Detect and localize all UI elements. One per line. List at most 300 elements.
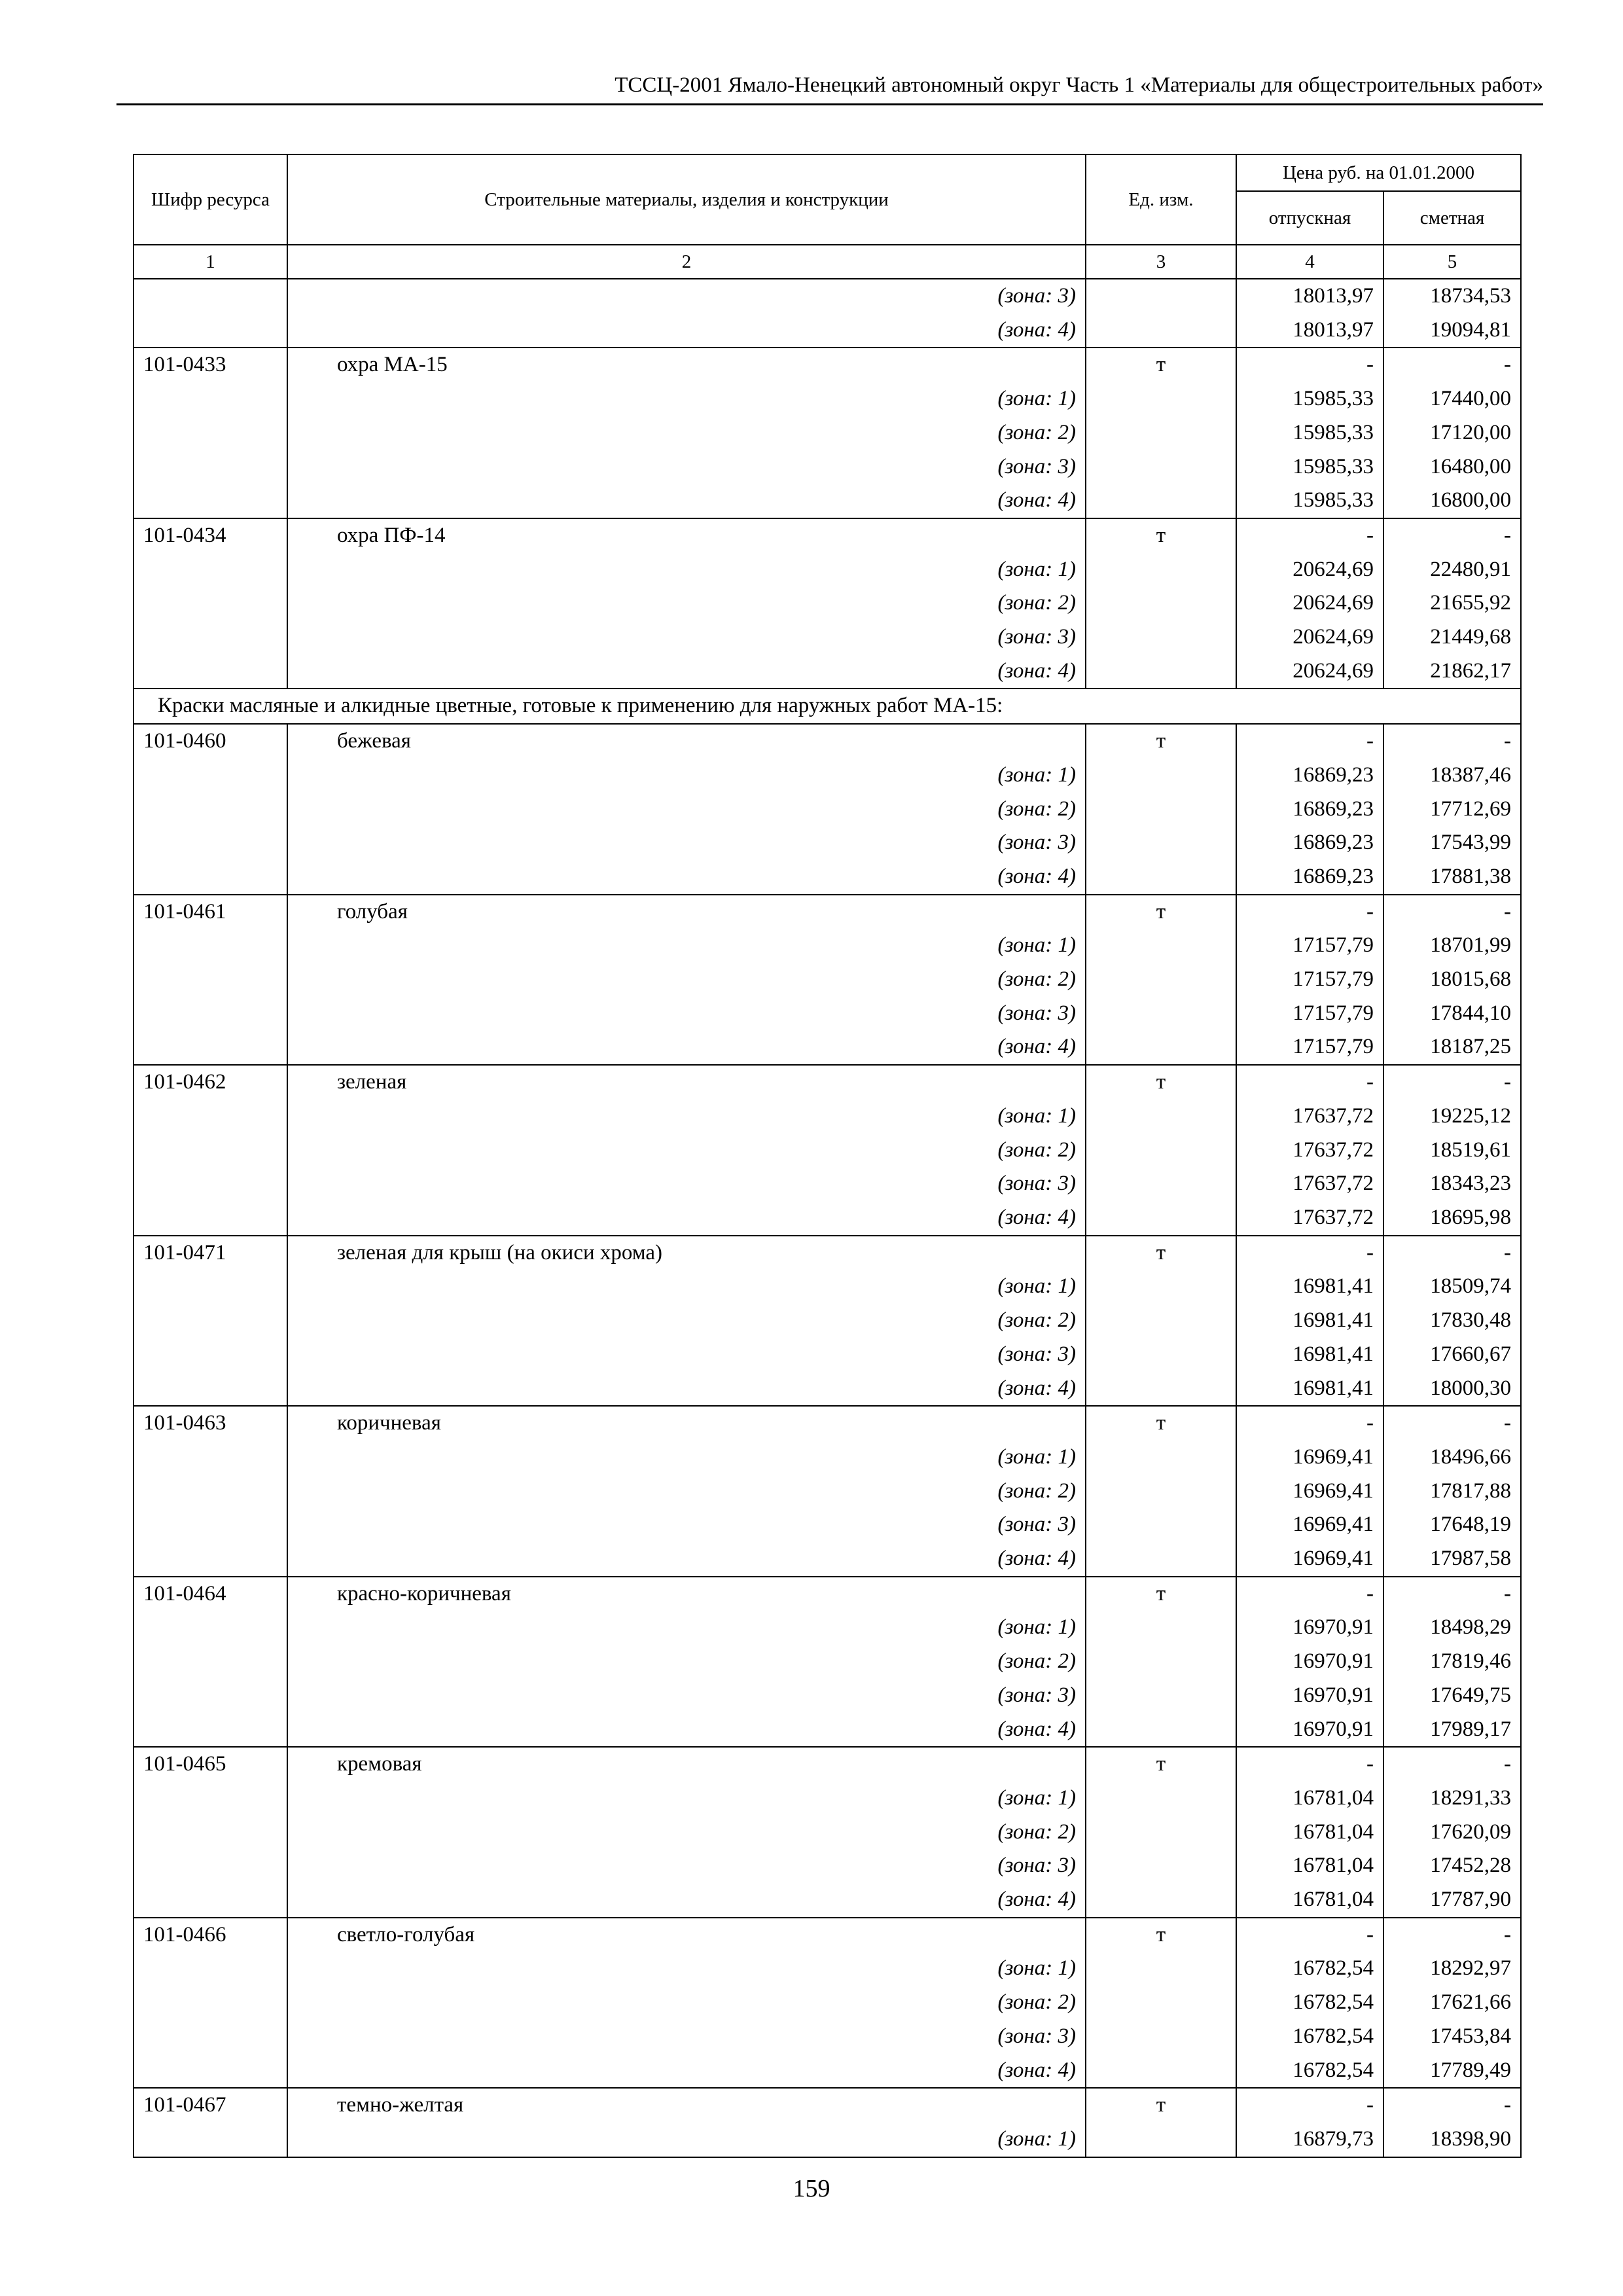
estimate-price: 18291,33 <box>1383 1782 1521 1816</box>
resource-code <box>134 793 287 827</box>
release-price: 16970,91 <box>1236 1645 1383 1679</box>
estimate-price: 18387,46 <box>1383 759 1521 793</box>
resource-code <box>134 1167 287 1201</box>
unit-cell <box>1086 1100 1236 1134</box>
estimate-price: 19094,81 <box>1383 314 1521 348</box>
material-name: зеленая <box>287 1065 1086 1100</box>
unit-cell <box>1086 1782 1236 1816</box>
release-price: 16782,54 <box>1236 2054 1383 2089</box>
material-name: бежевая <box>287 724 1086 759</box>
estimate-price: - <box>1383 1918 1521 1952</box>
zone-row <box>134 1201 1521 1236</box>
zone-label: (зона: 4) <box>287 484 1086 518</box>
unit-cell <box>1086 1542 1236 1577</box>
resource-code <box>134 826 287 860</box>
col-header-code: Шифр ресурса <box>134 154 287 245</box>
release-price: - <box>1236 1577 1383 1611</box>
estimate-price: 17452,28 <box>1383 1849 1521 1883</box>
resource-code <box>134 1100 287 1134</box>
resource-code <box>134 586 287 620</box>
estimate-price: 17453,84 <box>1383 2020 1521 2054</box>
price-table <box>133 154 1522 2158</box>
estimate-price: 18187,25 <box>1383 1030 1521 1065</box>
zone-row <box>134 1475 1521 1509</box>
estimate-price: 17620,09 <box>1383 1816 1521 1850</box>
resource-code <box>134 1338 287 1372</box>
zone-row <box>134 929 1521 963</box>
release-price: 20624,69 <box>1236 553 1383 587</box>
zone-row <box>134 620 1521 655</box>
header-rule <box>116 103 1543 105</box>
unit-cell <box>1086 484 1236 518</box>
zone-row <box>134 1508 1521 1542</box>
zone-label: (зона: 2) <box>287 1645 1086 1679</box>
estimate-price: - <box>1383 348 1521 382</box>
zone-row <box>134 1134 1521 1168</box>
zone-row <box>134 826 1521 860</box>
estimate-price: 17987,58 <box>1383 1542 1521 1577</box>
unit-cell <box>1086 1611 1236 1645</box>
zone-row <box>134 2054 1521 2089</box>
estimate-price: 19225,12 <box>1383 1100 1521 1134</box>
estimate-price: 18509,74 <box>1383 1270 1521 1304</box>
unit-cell <box>1086 826 1236 860</box>
unit-cell <box>1086 2020 1236 2054</box>
resource-code <box>134 1134 287 1168</box>
estimate-price: 18498,29 <box>1383 1611 1521 1645</box>
zone-row <box>134 382 1521 416</box>
zone-row <box>134 793 1521 827</box>
release-price: 16981,41 <box>1236 1270 1383 1304</box>
zone-label: (зона: 1) <box>287 553 1086 587</box>
unit-cell <box>1086 1986 1236 2020</box>
material-name: охра МА-15 <box>287 348 1086 382</box>
zone-row <box>134 416 1521 450</box>
zone-row <box>134 1611 1521 1645</box>
material-name: светло-голубая <box>287 1918 1086 1952</box>
zone-row <box>134 2123 1521 2157</box>
release-price: 16970,91 <box>1236 1713 1383 1748</box>
resource-code <box>134 416 287 450</box>
resource-code <box>134 553 287 587</box>
resource-code <box>134 860 287 895</box>
release-price: 16782,54 <box>1236 1952 1383 1986</box>
release-price: 15985,33 <box>1236 484 1383 518</box>
release-price: 16869,23 <box>1236 793 1383 827</box>
zone-label: (зона: 3) <box>287 450 1086 484</box>
zone-row <box>134 1713 1521 1748</box>
release-price: - <box>1236 348 1383 382</box>
zone-label: (зона: 1) <box>287 1441 1086 1475</box>
estimate-price: 21862,17 <box>1383 655 1521 689</box>
release-price: 16970,91 <box>1236 1611 1383 1645</box>
zone-row <box>134 1679 1521 1713</box>
item-row <box>134 2088 1521 2123</box>
estimate-price: 21655,92 <box>1383 586 1521 620</box>
release-price: 16981,41 <box>1236 1372 1383 1407</box>
resource-code <box>134 1201 287 1236</box>
zone-label: (зона: 3) <box>287 1167 1086 1201</box>
resource-code <box>134 997 287 1031</box>
release-price: 20624,69 <box>1236 620 1383 655</box>
unit-cell: т <box>1086 1406 1236 1441</box>
release-price: 15985,33 <box>1236 416 1383 450</box>
unit-cell <box>1086 1338 1236 1372</box>
group-heading-row <box>134 689 1521 724</box>
release-price: 16869,23 <box>1236 826 1383 860</box>
estimate-price: 18343,23 <box>1383 1167 1521 1201</box>
zone-row <box>134 759 1521 793</box>
resource-code <box>134 1611 287 1645</box>
estimate-price: 22480,91 <box>1383 553 1521 587</box>
zone-row <box>134 1270 1521 1304</box>
material-name: охра ПФ-14 <box>287 518 1086 553</box>
zone-label: (зона: 1) <box>287 929 1086 963</box>
zone-label: (зона: 1) <box>287 2123 1086 2157</box>
unit-cell <box>1086 450 1236 484</box>
item-row <box>134 1747 1521 1782</box>
item-row <box>134 348 1521 382</box>
zone-label: (зона: 2) <box>287 1134 1086 1168</box>
resource-code <box>134 759 287 793</box>
zone-label: (зона: 4) <box>287 860 1086 895</box>
zone-label: (зона: 2) <box>287 1304 1086 1338</box>
zone-label: (зона: 4) <box>287 1201 1086 1236</box>
unit-cell <box>1086 1441 1236 1475</box>
release-price: 16781,04 <box>1236 1883 1383 1918</box>
estimate-price: 18695,98 <box>1383 1201 1521 1236</box>
zone-label: (зона: 2) <box>287 793 1086 827</box>
estimate-price: - <box>1383 1747 1521 1782</box>
estimate-price: 17543,99 <box>1383 826 1521 860</box>
resource-code <box>134 279 287 314</box>
unit-cell <box>1086 1816 1236 1850</box>
zone-label: (зона: 3) <box>287 620 1086 655</box>
zone-row <box>134 279 1521 314</box>
material-name: темно-желтая <box>287 2088 1086 2123</box>
col-number: 5 <box>1383 245 1521 279</box>
estimate-price: - <box>1383 1406 1521 1441</box>
material-name: кремовая <box>287 1747 1086 1782</box>
unit-cell: т <box>1086 1236 1236 1270</box>
zone-label: (зона: 1) <box>287 1100 1086 1134</box>
resource-code: 101-0466 <box>134 1918 287 1952</box>
resource-code: 101-0460 <box>134 724 287 759</box>
resource-code <box>134 1372 287 1407</box>
unit-cell: т <box>1086 518 1236 553</box>
estimate-price: 17621,66 <box>1383 1986 1521 2020</box>
release-price: - <box>1236 1918 1383 1952</box>
estimate-price: 17830,48 <box>1383 1304 1521 1338</box>
zone-label: (зона: 2) <box>287 416 1086 450</box>
resource-code <box>134 1508 287 1542</box>
unit-cell: т <box>1086 1918 1236 1952</box>
unit-cell <box>1086 1849 1236 1883</box>
estimate-price: - <box>1383 895 1521 929</box>
resource-code <box>134 1849 287 1883</box>
resource-code <box>134 1986 287 2020</box>
resource-code <box>134 2054 287 2089</box>
unit-cell <box>1086 1713 1236 1748</box>
resource-code <box>134 1441 287 1475</box>
release-price: 17157,79 <box>1236 929 1383 963</box>
estimate-price: 17817,88 <box>1383 1475 1521 1509</box>
page-number: 159 <box>793 2175 830 2202</box>
estimate-price: 17989,17 <box>1383 1713 1521 1748</box>
estimate-price: - <box>1383 2088 1521 2123</box>
release-price: 16969,41 <box>1236 1475 1383 1509</box>
resource-code <box>134 484 287 518</box>
zone-label: (зона: 1) <box>287 1611 1086 1645</box>
release-price: - <box>1236 2088 1383 2123</box>
release-price: - <box>1236 1406 1383 1441</box>
zone-label: (зона: 1) <box>287 1270 1086 1304</box>
resource-code <box>134 2123 287 2157</box>
zone-row <box>134 1304 1521 1338</box>
resource-code <box>134 2020 287 2054</box>
release-price: 16969,41 <box>1236 1542 1383 1577</box>
zone-label: (зона: 4) <box>287 1713 1086 1748</box>
zone-label: (зона: 2) <box>287 1475 1086 1509</box>
estimate-price: - <box>1383 1065 1521 1100</box>
estimate-price: - <box>1383 518 1521 553</box>
zone-label: (зона: 4) <box>287 1372 1086 1407</box>
resource-code: 101-0464 <box>134 1577 287 1611</box>
release-price: 16869,23 <box>1236 860 1383 895</box>
zone-row <box>134 655 1521 689</box>
resource-code <box>134 1030 287 1065</box>
item-row <box>134 518 1521 553</box>
unit-cell <box>1086 1201 1236 1236</box>
release-price: 17157,79 <box>1236 963 1383 997</box>
unit-cell <box>1086 793 1236 827</box>
estimate-price: 16800,00 <box>1383 484 1521 518</box>
estimate-price: - <box>1383 1577 1521 1611</box>
resource-code <box>134 1679 287 1713</box>
release-price: 16969,41 <box>1236 1441 1383 1475</box>
unit-cell: т <box>1086 724 1236 759</box>
zone-row <box>134 1100 1521 1134</box>
unit-cell <box>1086 929 1236 963</box>
zone-label: (зона: 3) <box>287 1679 1086 1713</box>
resource-code <box>134 1816 287 1850</box>
resource-code <box>134 1713 287 1748</box>
estimate-price: 21449,68 <box>1383 620 1521 655</box>
zone-row <box>134 1849 1521 1883</box>
material-name: зеленая для крыш (на окиси хрома) <box>287 1236 1086 1270</box>
estimate-price: 18519,61 <box>1383 1134 1521 1168</box>
release-price: 17637,72 <box>1236 1201 1383 1236</box>
zone-row <box>134 586 1521 620</box>
estimate-price: 18000,30 <box>1383 1372 1521 1407</box>
col-header-name: Строительные материалы, изделия и конструкции <box>287 154 1086 245</box>
estimate-price: 18292,97 <box>1383 1952 1521 1986</box>
estimate-price: 18496,66 <box>1383 1441 1521 1475</box>
unit-cell <box>1086 1952 1236 1986</box>
release-price: - <box>1236 1065 1383 1100</box>
resource-code <box>134 314 287 348</box>
col-number: 1 <box>134 245 287 279</box>
release-price: 20624,69 <box>1236 655 1383 689</box>
estimate-price: 17844,10 <box>1383 997 1521 1031</box>
release-price: 16869,23 <box>1236 759 1383 793</box>
zone-row <box>134 1167 1521 1201</box>
zone-label: (зона: 2) <box>287 1816 1086 1850</box>
running-header: ТССЦ-2001 Ямало-Ненецкий автономный округ Часть 1 «Материалы для общестроительных работ» <box>615 73 1543 97</box>
zone-label: (зона: 3) <box>287 1338 1086 1372</box>
zone-row <box>134 1372 1521 1407</box>
resource-code <box>134 1542 287 1577</box>
release-price: 16781,04 <box>1236 1782 1383 1816</box>
zone-row <box>134 1338 1521 1372</box>
release-price: 16781,04 <box>1236 1849 1383 1883</box>
release-price: 16981,41 <box>1236 1338 1383 1372</box>
estimate-price: 17440,00 <box>1383 382 1521 416</box>
resource-code <box>134 1270 287 1304</box>
unit-cell <box>1086 1304 1236 1338</box>
col-header-unit: Ед. изм. <box>1086 154 1236 245</box>
zone-row <box>134 997 1521 1031</box>
release-price: 17157,79 <box>1236 997 1383 1031</box>
unit-cell <box>1086 586 1236 620</box>
material-name: коричневая <box>287 1406 1086 1441</box>
zone-row <box>134 553 1521 587</box>
unit-cell <box>1086 1270 1236 1304</box>
unit-cell <box>1086 1167 1236 1201</box>
item-row <box>134 1406 1521 1441</box>
release-price: 17637,72 <box>1236 1100 1383 1134</box>
zone-label: (зона: 4) <box>287 1030 1086 1065</box>
zone-label: (зона: 3) <box>287 1508 1086 1542</box>
release-price: 17157,79 <box>1236 1030 1383 1065</box>
unit-cell <box>1086 963 1236 997</box>
unit-cell <box>1086 1372 1236 1407</box>
zone-row <box>134 1441 1521 1475</box>
resource-code <box>134 1304 287 1338</box>
unit-cell <box>1086 1883 1236 1918</box>
release-price: 15985,33 <box>1236 382 1383 416</box>
zone-row <box>134 484 1521 518</box>
estimate-price: 17660,67 <box>1383 1338 1521 1372</box>
zone-label: (зона: 1) <box>287 1952 1086 1986</box>
zone-row <box>134 1883 1521 1918</box>
unit-cell <box>1086 997 1236 1031</box>
zone-label: (зона: 2) <box>287 963 1086 997</box>
zone-row <box>134 314 1521 348</box>
resource-code: 101-0462 <box>134 1065 287 1100</box>
release-price: 16879,73 <box>1236 2123 1383 2157</box>
unit-cell <box>1086 2054 1236 2089</box>
estimate-price: - <box>1383 724 1521 759</box>
release-price: - <box>1236 724 1383 759</box>
release-price: 16981,41 <box>1236 1304 1383 1338</box>
col-number: 3 <box>1086 245 1236 279</box>
release-price: 17637,72 <box>1236 1134 1383 1168</box>
unit-cell <box>1086 314 1236 348</box>
resource-code: 101-0434 <box>134 518 287 553</box>
zone-row <box>134 1030 1521 1065</box>
zone-label: (зона: 4) <box>287 1542 1086 1577</box>
table-body <box>134 279 1521 2157</box>
unit-cell: т <box>1086 348 1236 382</box>
material-name: голубая <box>287 895 1086 929</box>
zone-row <box>134 1952 1521 1986</box>
estimate-price: 17120,00 <box>1383 416 1521 450</box>
resource-code <box>134 1475 287 1509</box>
col-header-release: отпускная <box>1236 191 1383 245</box>
zone-row <box>134 1986 1521 2020</box>
group-heading: Краски масляные и алкидные цветные, готовые к применению для наружных работ МА-15: <box>134 689 1521 724</box>
resource-code: 101-0461 <box>134 895 287 929</box>
zone-label: (зона: 1) <box>287 382 1086 416</box>
zone-row <box>134 1782 1521 1816</box>
zone-label: (зона: 3) <box>287 997 1086 1031</box>
release-price: - <box>1236 518 1383 553</box>
resource-code <box>134 655 287 689</box>
unit-cell <box>1086 1508 1236 1542</box>
release-price: 16969,41 <box>1236 1508 1383 1542</box>
zone-row <box>134 450 1521 484</box>
unit-cell <box>1086 620 1236 655</box>
zone-row <box>134 1542 1521 1577</box>
estimate-price: 17787,90 <box>1383 1883 1521 1918</box>
resource-code <box>134 450 287 484</box>
release-price: 15985,33 <box>1236 450 1383 484</box>
zone-row <box>134 963 1521 997</box>
estimate-price: 18701,99 <box>1383 929 1521 963</box>
col-number: 2 <box>287 245 1086 279</box>
release-price: 18013,97 <box>1236 279 1383 314</box>
material-name: красно-коричневая <box>287 1577 1086 1611</box>
resource-code <box>134 929 287 963</box>
resource-code: 101-0463 <box>134 1406 287 1441</box>
resource-code <box>134 382 287 416</box>
zone-label: (зона: 3) <box>287 1849 1086 1883</box>
zone-label: (зона: 3) <box>287 826 1086 860</box>
unit-cell <box>1086 1645 1236 1679</box>
release-price: - <box>1236 1236 1383 1270</box>
unit-cell <box>1086 759 1236 793</box>
unit-cell <box>1086 1030 1236 1065</box>
zone-label: (зона: 4) <box>287 1883 1086 1918</box>
unit-cell <box>1086 860 1236 895</box>
zone-label: (зона: 4) <box>287 655 1086 689</box>
item-row <box>134 1236 1521 1270</box>
estimate-price: 17712,69 <box>1383 793 1521 827</box>
estimate-price: 18398,90 <box>1383 2123 1521 2157</box>
zone-label: (зона: 1) <box>287 759 1086 793</box>
estimate-price: 18734,53 <box>1383 279 1521 314</box>
unit-cell <box>1086 1134 1236 1168</box>
release-price: 18013,97 <box>1236 314 1383 348</box>
unit-cell <box>1086 553 1236 587</box>
release-price: 16782,54 <box>1236 2020 1383 2054</box>
resource-code <box>134 963 287 997</box>
resource-code <box>134 1883 287 1918</box>
unit-cell <box>1086 1475 1236 1509</box>
resource-code <box>134 620 287 655</box>
zone-label: (зона: 2) <box>287 1986 1086 2020</box>
item-row <box>134 1065 1521 1100</box>
zone-row <box>134 2020 1521 2054</box>
release-price: - <box>1236 895 1383 929</box>
release-price: 16970,91 <box>1236 1679 1383 1713</box>
unit-cell: т <box>1086 1065 1236 1100</box>
item-row <box>134 1577 1521 1611</box>
zone-label: (зона: 1) <box>287 1782 1086 1816</box>
unit-cell <box>1086 2123 1236 2157</box>
col-header-estimate: сметная <box>1383 191 1521 245</box>
